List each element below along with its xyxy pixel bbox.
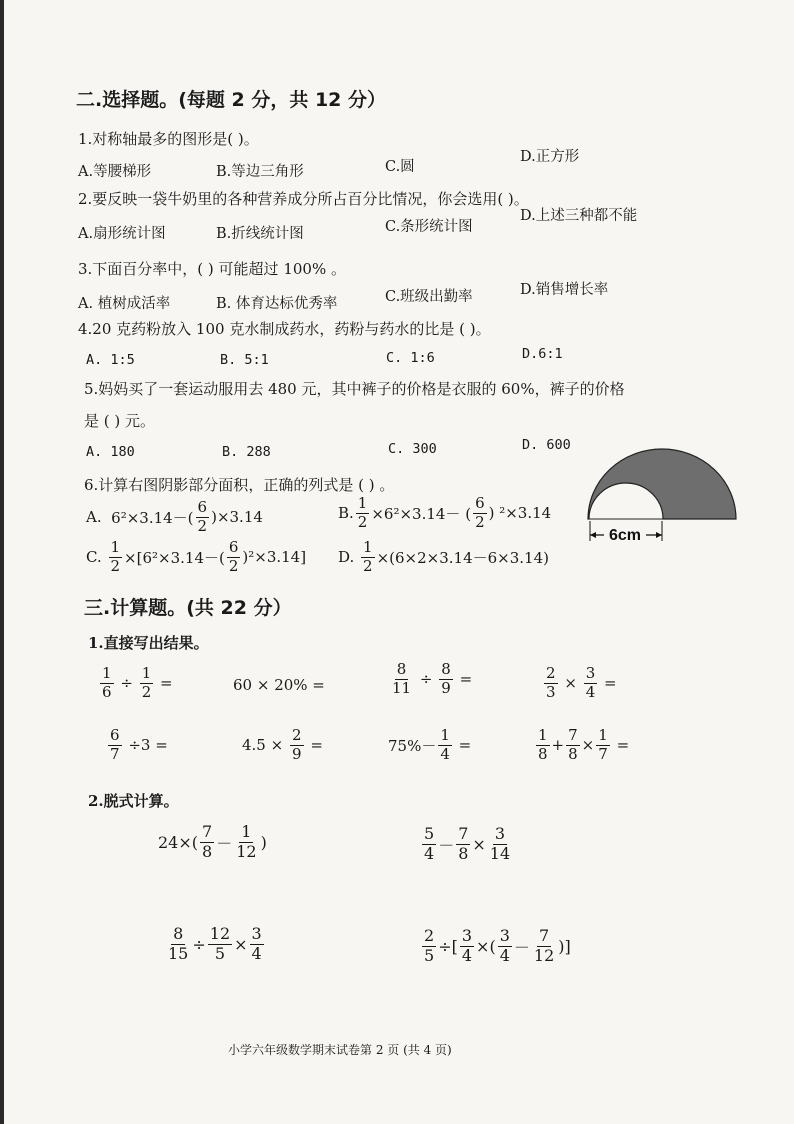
q5-stem-line2: 是 ( ) 元。 — [84, 412, 156, 430]
q6-option-d: D. $\frac{1}{2}$ ×(6×2×3.14－6×3.14) — [338, 538, 549, 575]
q1-option-c: C.圆 — [385, 159, 415, 175]
sub1-title: 1.直接写出结果。 — [88, 634, 209, 652]
fraction: $\frac{1}{2}$ — [357, 494, 368, 531]
step-calc-1: 24×( 7 8 － 1 12 ) — [158, 822, 267, 861]
q2-option-a: A.扇形统计图 — [78, 226, 166, 242]
q1-stem: 1.对称轴最多的图形是( )。 — [78, 130, 259, 148]
q2-stem: 2.要反映一袋牛奶里的各种营养成分所占百分比情况，你会选用( )。 — [78, 190, 529, 208]
section3-title: 三.计算题。(共 22 分） — [84, 597, 292, 619]
step-calc-2: 5 4 － $\frac{7}{8}$ × $\frac{3}{14}$ — [424, 824, 511, 863]
fraction: 3 4 — [499, 926, 510, 965]
fraction: $\frac{3}{14}$ — [489, 824, 511, 863]
q2-option-b: B.折线统计图 — [216, 226, 304, 242]
figure-dimension-label: 6cm — [608, 527, 642, 544]
direct-calc-7: 75%－ $\frac{1}{4}$ = — [388, 726, 472, 763]
fraction: 7 12 — [533, 926, 555, 965]
q5-option-d: D. 600 — [522, 437, 571, 453]
q4-option-a: A. 1:5 — [86, 352, 135, 368]
scan-edge — [0, 0, 4, 1124]
fraction: $\frac{7}{8}$ — [458, 824, 469, 863]
semicircle-ring-diagram — [586, 447, 738, 547]
fraction: 5 4 — [424, 824, 435, 863]
q1-option-b: B.等边三角形 — [216, 164, 304, 180]
q3-option-b: B. 体育达标优秀率 — [216, 296, 338, 312]
q6-stem: 6.计算右图阴影部分面积，正确的列式是 ( ) 。 — [84, 476, 395, 494]
direct-calc-4: $\frac{2}{3}$ × $\frac{3}{4}$ = — [546, 664, 617, 701]
fraction: $\frac{1}{2}$ — [363, 538, 373, 575]
q6-option-c: C. $\frac{1}{2}$ ×[6²×3.14－( 6 2 )²×3.14] — [86, 538, 307, 575]
fraction: 7 8 — [202, 822, 213, 861]
fraction: $\frac{1}{2}$ — [110, 538, 121, 575]
sub2-title: 2.脱式计算。 — [88, 792, 179, 810]
fraction: $\frac{8}{11}$ — [392, 660, 412, 697]
fraction: $\frac{3}{4}$ — [251, 924, 262, 963]
step-calc-4: $\frac{2}{5}$ ÷[ $\frac{3}{4}$ ×( 3 4 － 7 12 )] — [424, 926, 571, 965]
q4-option-c: C. 1:6 — [386, 350, 435, 366]
fraction: $\frac{1}{7}$ — [598, 726, 608, 763]
fraction: $\frac{2}{3}$ — [546, 664, 556, 701]
q1-option-d: D.正方形 — [520, 149, 580, 165]
fraction: 6 2 — [475, 494, 485, 531]
q5-option-a: A. 180 — [86, 444, 135, 460]
q5-option-c: C. 300 — [388, 441, 437, 457]
fraction: $\frac{8}{15}$ — [168, 924, 189, 963]
q5-option-b: B. 288 — [222, 444, 271, 460]
fraction: $\frac{3}{4}$ — [461, 926, 473, 965]
fraction: $\frac{12}{5}$ — [209, 924, 231, 963]
q5-stem-line1: 5.妈妈买了一套运动服用去 480 元，其中裤子的价格是衣服的 60%，裤子的价格 — [84, 380, 625, 398]
fraction: 6 2 — [228, 538, 239, 575]
q4-stem: 4.20 克药粉放入 100 克水制成药水，药粉与药水的比是 ( )。 — [78, 320, 491, 338]
q3-option-a: A. 植树成活率 — [78, 296, 171, 312]
fraction: $\frac{1}{6}$ — [102, 664, 112, 701]
shaded-ring-figure — [586, 447, 738, 551]
fraction: $\frac{2}{9}$ — [291, 726, 302, 763]
q6-option-b: B. $\frac{1}{2}$ ×6²×3.14－ ( 6 2 ) ²×3.14 — [338, 494, 552, 531]
q3-stem: 3.下面百分率中，( ) 可能超过 100% 。 — [78, 260, 346, 278]
section2-title: 二.选择题。(每题 2 分，共 12 分） — [76, 89, 387, 111]
direct-calc-2: 60 × 20% = — [233, 676, 325, 694]
q3-option-d: D.销售增长率 — [520, 282, 609, 298]
fraction: $\frac{7}{8}$ — [568, 726, 578, 763]
fraction: $\frac{2}{5}$ — [424, 926, 435, 965]
fraction: 1 12 — [236, 822, 257, 861]
direct-calc-3: $\frac{8}{11}$ ÷ $\frac{8}{9}$ = — [392, 660, 473, 697]
fraction: $\frac{3}{4}$ — [585, 664, 596, 701]
direct-calc-8: 1 8 + $\frac{7}{8}$ × $\frac{1}{7}$ = — [538, 726, 630, 763]
fraction: $\frac{6}{7}$ — [110, 726, 120, 763]
step-calc-3: $\frac{8}{15}$ ÷ $\frac{12}{5}$ × $\frac{3}{4}$ — [168, 924, 262, 963]
q2-option-d: D.上述三种都不能 — [520, 208, 638, 224]
fraction: $\frac{1}{4}$ — [440, 726, 450, 763]
direct-calc-1: $\frac{1}{6}$ ÷ $\frac{1}{2}$ = — [102, 664, 173, 701]
fraction: 1 8 — [538, 726, 548, 763]
fraction: $\frac{1}{2}$ — [141, 664, 152, 701]
q6-option-a: A. 6²×3.14－( 6 2 )×3.14 — [86, 498, 263, 535]
fraction: 6 2 — [197, 498, 208, 535]
q2-option-c: C.条形统计图 — [385, 219, 473, 235]
q1-option-a: A.等腰梯形 — [78, 164, 152, 180]
page-footer: 小学六年级数学期末试卷第 2 页 (共 4 页) — [228, 1043, 452, 1057]
q3-option-c: C.班级出勤率 — [385, 289, 473, 305]
fraction: $\frac{8}{9}$ — [441, 660, 451, 697]
direct-calc-5: $\frac{6}{7}$ ÷3 = — [110, 726, 168, 763]
direct-calc-6: 4.5 × $\frac{2}{9}$ = — [242, 726, 323, 763]
q4-option-d: D.6:1 — [522, 346, 563, 362]
q4-option-b: B. 5:1 — [220, 352, 269, 368]
